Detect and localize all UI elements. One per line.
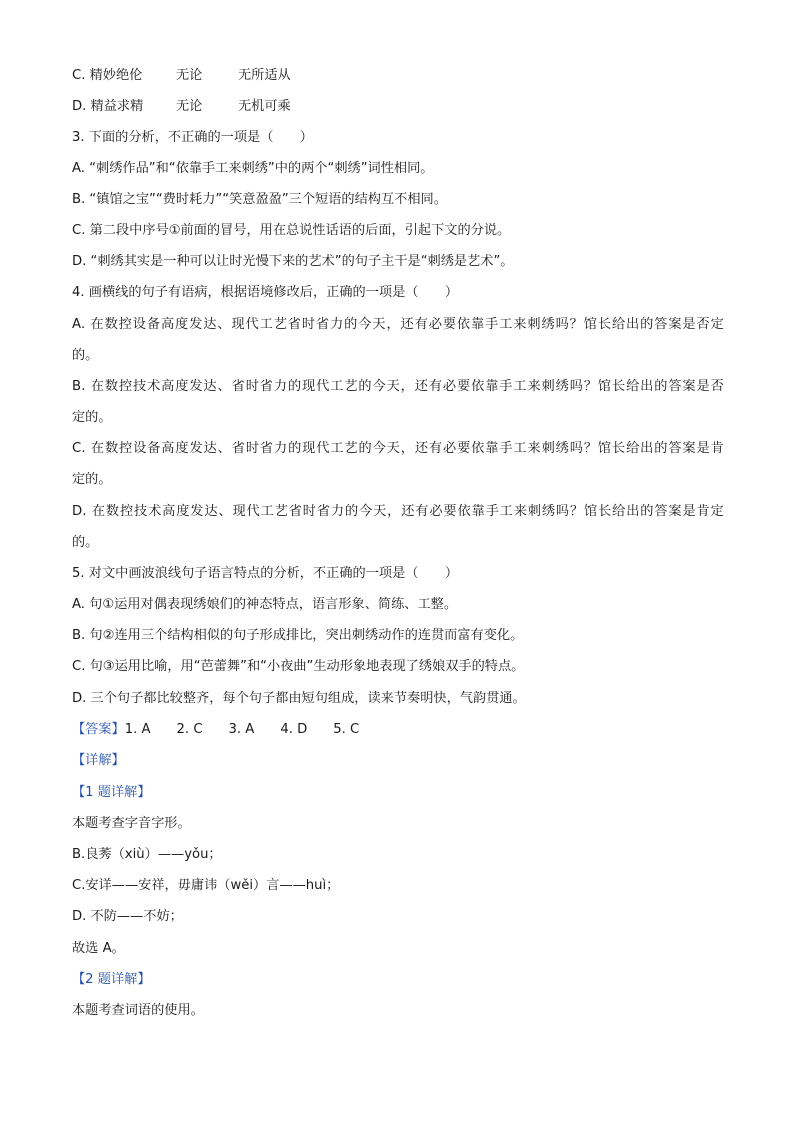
option-c-row: [72, 67, 724, 85]
option-c-word3: 无所适从: [238, 68, 291, 83]
question-3: 3. 下面的分析，不正确的一项是（ ）: [72, 130, 313, 145]
answer-4: 4. D: [280, 722, 308, 737]
option-c-word1: C. 精妙绝伦: [72, 68, 143, 83]
question-4-option-c-line1: C. 在数控设备高度发达、省时省力的现代工艺的今天，还有必要依靠手工来刺绣吗？馆长给出的答案是肯: [72, 441, 724, 456]
answer-5: 5. C: [333, 722, 360, 737]
question-5-option-c: C. 句③运用比喻，用“芭蕾舞”和“小夜曲”生动形象地表现了绣娘双手的特点。: [72, 659, 525, 674]
answer-2: 2. C: [176, 722, 203, 737]
detail-2-heading: 【2 题详解】: [72, 972, 151, 987]
detail-1-line2: B.良莠（xiù）——yǒu；: [72, 847, 222, 862]
option-d-word1: D. 精益求精: [72, 99, 144, 114]
detail-1-line1: 本题考查字音字形。: [72, 816, 191, 831]
question-5-option-b: B. 句②连用三个结构相似的句子形成排比，突出刺绣动作的连贯而富有变化。: [72, 628, 524, 643]
question-4: 4. 画横线的句子有语病，根据语境修改后，正确的一项是（ ）: [72, 285, 459, 300]
option-c-word2: 无论: [176, 68, 203, 83]
answer-3: 3. A: [228, 722, 255, 737]
question-4-option-a-line2: 的。: [72, 348, 99, 363]
question-5: 5. 对文中画波浪线句子语言特点的分析，不正确的一项是（ ）: [72, 566, 459, 581]
question-5-option-d: D. 三个句子都比较整齐，每个句子都由短句组成，读来节奏明快，气韵贯通。: [72, 691, 526, 706]
option-d-word2: 无论: [176, 99, 203, 114]
option-d-row: [72, 98, 724, 116]
answer-1: 1. A: [124, 722, 151, 737]
question-4-option-b-line2: 定的。: [72, 410, 112, 425]
question-4-option-b-line1: B. 在数控技术高度发达、省时省力的现代工艺的今天，还有必要依靠手工来刺绣吗？馆长给出的答案是否: [72, 379, 724, 394]
question-3-option-b: B. “镇馆之宝”“费时耗力”“笑意盈盈”三个短语的结构互不相同。: [72, 192, 447, 207]
detail-heading: 【详解】: [72, 753, 125, 768]
answer-row: [72, 721, 724, 739]
detail-1-line4: D. 不防——不妨；: [72, 909, 183, 924]
detail-1-line3: C.安详——安祥，毋庸讳（wěi）言——huì；: [72, 878, 340, 893]
question-4-option-a-line1: A. 在数控设备高度发达、现代工艺省时省力的今天，还有必要依靠手工来刺绣吗？馆长给出的答案是否定: [72, 317, 724, 332]
question-3-option-a: A. “刺绣作品”和“依靠手工来刺绣”中的两个“刺绣”词性相同。: [72, 161, 434, 176]
option-d-word3: 无机可乘: [238, 99, 291, 114]
question-4-option-c-line2: 定的。: [72, 472, 112, 487]
question-3-option-c: C. 第二段中序号①前面的冒号，用在总说性话语的后面，引起下文的分说。: [72, 223, 511, 238]
question-4-option-d-line1: D. 在数控技术高度发达、现代工艺省时省力的今天，还有必要依靠手工来刺绣吗？馆长给出的答案是肯定: [72, 504, 724, 519]
detail-1-heading: 【1 题详解】: [72, 785, 151, 800]
question-4-option-d-line2: 的。: [72, 535, 99, 550]
answer-label: 【答案】: [72, 722, 125, 737]
detail-1-line5: 故选 A。: [72, 941, 125, 956]
question-5-option-a: A. 句①运用对偶表现绣娘们的神态特点，语言形象、简练、工整。: [72, 597, 458, 612]
detail-2-line1: 本题考查词语的使用。: [72, 1003, 204, 1018]
question-3-option-d: D. “刺绣其实是一种可以让时光慢下来的艺术”的句子主干是“刺绣是艺术”。: [72, 254, 514, 269]
